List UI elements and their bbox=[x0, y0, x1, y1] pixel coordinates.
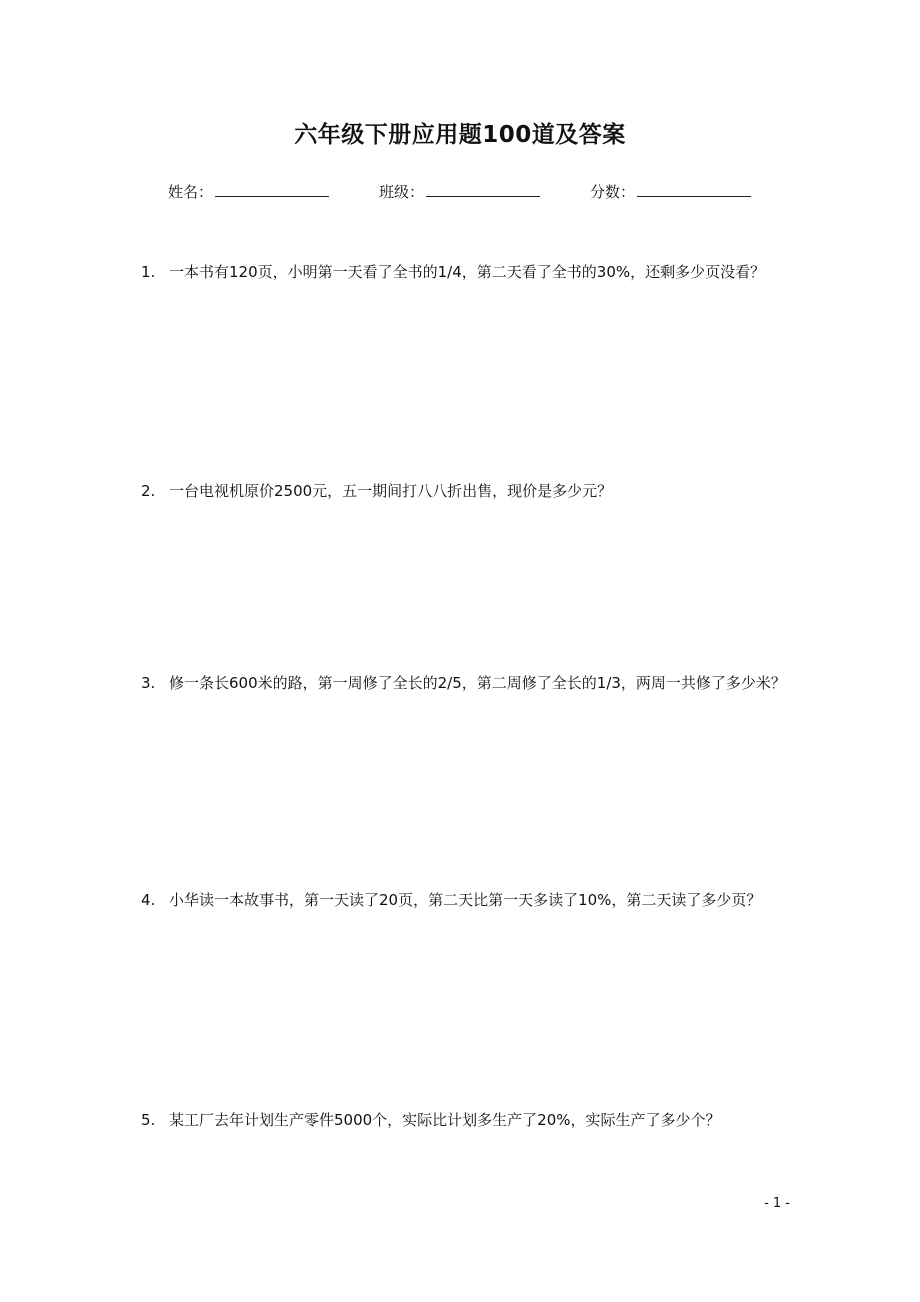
class-field bbox=[379, 178, 540, 205]
question-number: 2. bbox=[141, 482, 156, 500]
question-number: 1. bbox=[141, 263, 156, 281]
question-number: 3. bbox=[141, 674, 156, 692]
page-number: - 1 - bbox=[764, 1196, 790, 1211]
score-field bbox=[590, 178, 751, 205]
question-number: 5. bbox=[141, 1111, 156, 1129]
question-3 bbox=[141, 669, 786, 697]
name-field bbox=[168, 178, 329, 205]
question-text: 小华读一本故事书，第一天读了20页，第二天比第一天多读了10%，第二天读了多少页？ bbox=[169, 891, 762, 909]
question-text: 一本书有120页，小明第一天看了全书的1/4，第二天看了全书的30%，还剩多少页没看？ bbox=[169, 263, 766, 281]
question-5 bbox=[141, 1106, 786, 1134]
class-label: 班级： bbox=[379, 183, 425, 201]
score-blank bbox=[637, 178, 751, 197]
student-info-row bbox=[0, 178, 920, 204]
score-label: 分数： bbox=[590, 183, 636, 201]
name-label: 姓名： bbox=[168, 183, 214, 201]
question-text: 修一条长600米的路，第一周修了全长的2/5，第二周修了全长的1/3，两周一共修了多少米？ bbox=[169, 674, 786, 692]
question-4 bbox=[141, 886, 786, 914]
document-title: 六年级下册应用题100道及答案 bbox=[294, 122, 626, 148]
question-text: 一台电视机原价2500元，五一期间打八八折出售，现价是多少元？ bbox=[169, 482, 613, 500]
question-1 bbox=[141, 258, 786, 286]
question-number: 4. bbox=[141, 891, 156, 909]
question-text: 某工厂去年计划生产零件5000个，实际比计划多生产了20%，实际生产了多少个？ bbox=[169, 1111, 721, 1129]
name-blank bbox=[215, 178, 329, 197]
question-2 bbox=[141, 477, 786, 505]
class-blank bbox=[426, 178, 540, 197]
